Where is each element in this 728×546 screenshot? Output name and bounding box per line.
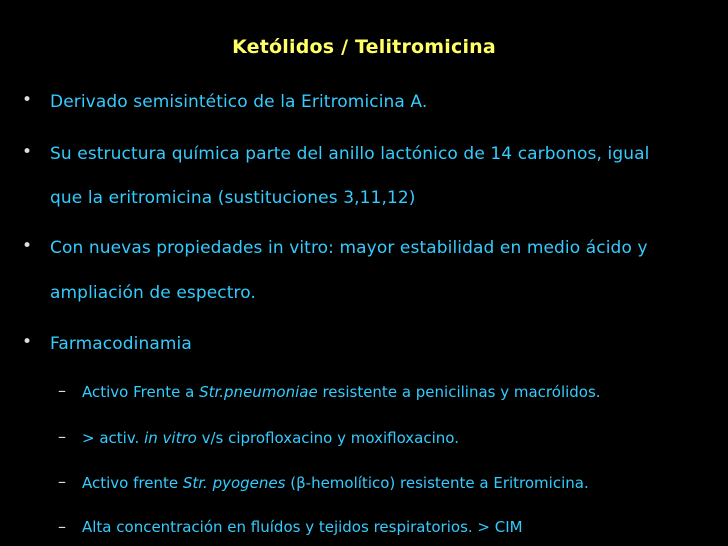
slide-title: Ketólidos / Telitromicina bbox=[232, 36, 496, 58]
subitem-2-text-c: v/s ciprofloxacino y moxifloxacino. bbox=[196, 429, 459, 447]
bullet-marker: • bbox=[22, 142, 33, 162]
dash-marker: – bbox=[58, 427, 66, 446]
bullet-marker: • bbox=[22, 236, 33, 256]
subitem-2 bbox=[82, 429, 459, 447]
subitem-1 bbox=[82, 383, 601, 401]
subitem-1-species: Str.pneumoniae bbox=[199, 383, 318, 401]
subitem-3-text-a: Activo frente bbox=[82, 474, 183, 492]
subitem-3-text-c: (β-hemolítico) resistente a Eritromicina. bbox=[285, 474, 589, 492]
bullet-4-line-1: Farmacodinamia bbox=[50, 334, 192, 354]
subitem-2-text-a: > activ. bbox=[82, 429, 145, 447]
dash-marker: – bbox=[58, 381, 66, 400]
bullet-3-line-1: Con nuevas propiedades in vitro: mayor estabilidad en medio ácido y bbox=[50, 238, 648, 258]
subitem-4 bbox=[82, 518, 523, 536]
subitem-4-text-a: Alta concentración en fluídos y tejidos respiratorios. > CIM bbox=[82, 518, 523, 536]
bullet-marker: • bbox=[22, 90, 33, 110]
dash-marker: – bbox=[58, 517, 66, 536]
subitem-3-species: Str. pyogenes bbox=[182, 474, 286, 492]
bullet-marker: • bbox=[22, 332, 33, 352]
bullet-2-line-1: Su estructura química parte del anillo lactónico de 14 carbonos, igual bbox=[50, 144, 650, 164]
dash-marker: – bbox=[58, 472, 66, 491]
subitem-1-text-a: Activo Frente a bbox=[82, 383, 200, 401]
bullet-3-line-2: ampliación de espectro. bbox=[50, 283, 256, 303]
subitem-1-text-c: resistente a penicilinas y macrólidos. bbox=[317, 383, 601, 401]
bullet-2-line-2: que la eritromicina (sustituciones 3,11,12) bbox=[50, 188, 416, 208]
subitem-3 bbox=[82, 474, 589, 492]
subitem-2-italic: in vitro bbox=[144, 429, 197, 447]
bullet-1-line-1: Derivado semisintético de la Eritromicina A. bbox=[50, 92, 428, 112]
